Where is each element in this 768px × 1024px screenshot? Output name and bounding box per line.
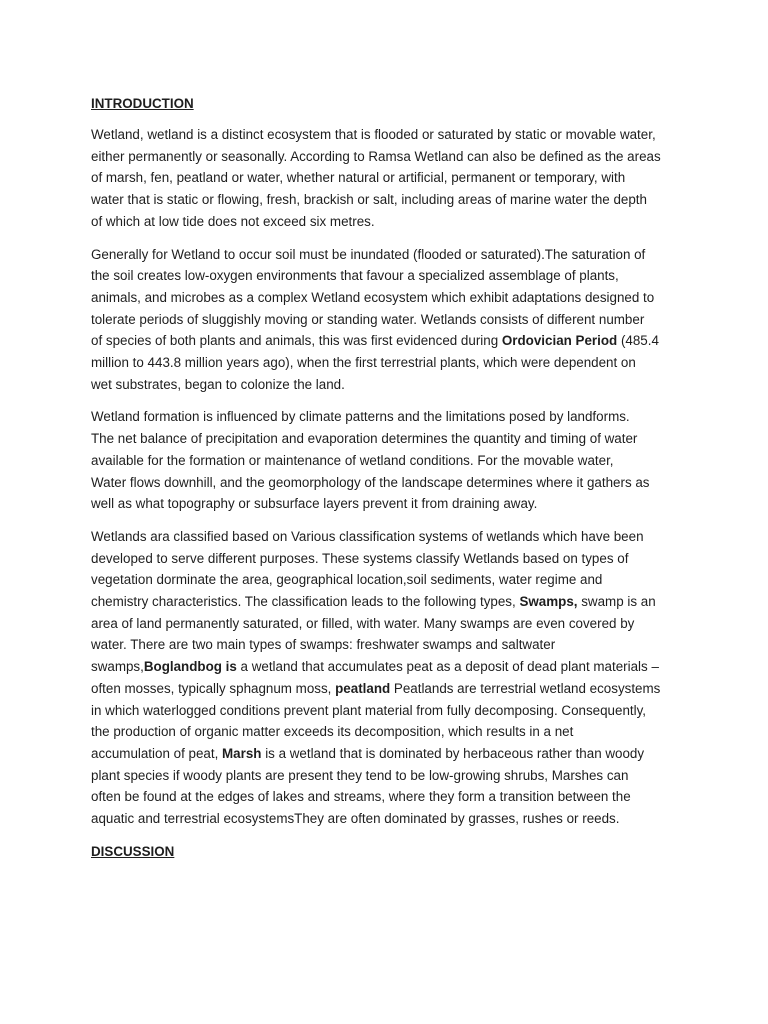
text-line: of marsh, fen, peatland or water, whether natural or artificial, permanent or temporary, with [91,170,626,186]
text-line: vegetation dorminate the area, geographical location,soil sediments, water regime and [91,572,603,588]
introduction-heading: INTRODUCTION [91,96,194,111]
bold-term-boglandbog: Boglandbog is [143,659,237,675]
text-line: developed to serve different purposes. These systems classify Wetlands based on types of [91,550,629,566]
text-line: the soil creates low-oxygen environments that favour a specialized assemblage of plants, [91,268,619,284]
text-line [91,656,691,678]
text-line: area of land permanently saturated, or filled, with water. Many swamps are even covered by [91,615,635,631]
text-line: water. There are two main types of swamps: freshwater swamps and saltwater [91,637,556,653]
text-line: water that is static or flowing, fresh, brackish or salt, including areas of marine water the depth [91,192,647,208]
paragraph-formation [91,406,691,515]
text-line: in which waterlogged conditions prevent plant material from fully decomposing. Consequently, [91,702,647,718]
text-line: Wetland, wetland is a distinct ecosystem that is flooded or saturated by static or movable water, [91,127,656,142]
text-line: tolerate periods of sluggishly moving or standing water. Wetlands consists of different number [91,311,645,327]
text-line [91,743,691,765]
text-line: available for the formation or maintenance of wetland conditions. For the movable water, [91,452,614,468]
text-segment: often mosses, typically sphagnum moss, [91,680,336,696]
text-segment: Peatlands are terrestrial wetland ecosystems [390,680,661,696]
text-line [91,330,691,352]
text-segment: swamps, [91,659,144,675]
bold-term-marsh: Marsh [222,745,262,761]
bold-term-peatland: peatland [335,680,391,696]
text-line: The net balance of precipitation and evaporation determines the quantity and timing of water [91,431,638,447]
paragraph-classification [91,526,691,830]
discussion-heading: DISCUSSION [91,843,175,859]
text-line: animals, and microbes as a complex Wetland ecosystem which exhibit adaptations designed to [91,289,655,305]
text-line: aquatic and terrestrial ecosystemsThey are often dominated by grasses, rushes or reeds. [91,811,620,827]
text-line: either permanently or seasonally. According to Ramsa Wetland can also be defined as the areas [91,148,661,164]
text-line: Water flows downhill, and the geomorphology of the landscape determines where it gathers as [91,474,650,490]
text-segment: is a wetland that is dominated by herbaceous rather than woody [261,745,645,761]
text-line: plant species if woody plants are present they tend to be low-growing shrubs, Marshes can [91,767,629,783]
paragraph-occurrence [91,244,691,396]
text-line: wet substrates, began to colonize the land. [91,376,345,392]
text-line: Wetlands ara classified based on Various classification systems of wetlands which have been [91,528,644,544]
text-segment: accumulation of peat, [91,745,223,761]
text-line: Generally for Wetland to occur soil must be inundated (flooded or saturated).The saturation of [91,246,646,262]
text-line: often be found at the edges of lakes and streams, where they form a transition between the [91,789,631,805]
text-line: of which at low tide does not exceed six metres. [91,213,375,229]
text-segment: of species of both plants and animals, this was first evidenced during [91,333,502,349]
document-body [91,93,691,863]
paragraph-definition [91,124,691,233]
text-line [91,591,691,613]
text-line [91,678,691,700]
text-segment: (485.4 [617,333,659,349]
text-line: well as what topography or subsurface layers prevent it from draining away. [91,496,538,512]
bold-term-ordovician-period: Ordovician Period [501,333,618,349]
bold-term-swamps: Swamps, [519,594,578,610]
text-segment: a wetland that accumulates peat as a deposit of dead plant materials – [236,659,659,675]
text-line: Wetland formation is influenced by climate patterns and the limitations posed by landforms. [91,409,630,425]
text-segment: swamp is an [577,594,656,610]
text-segment: chemistry characteristics. The classification leads to the following types, [91,594,520,610]
text-line: the production of organic matter exceeds its decomposition, which results in a net [91,724,574,740]
text-line: million to 443.8 million years ago), when the first terrestrial plants, which were dependent on [91,355,636,371]
